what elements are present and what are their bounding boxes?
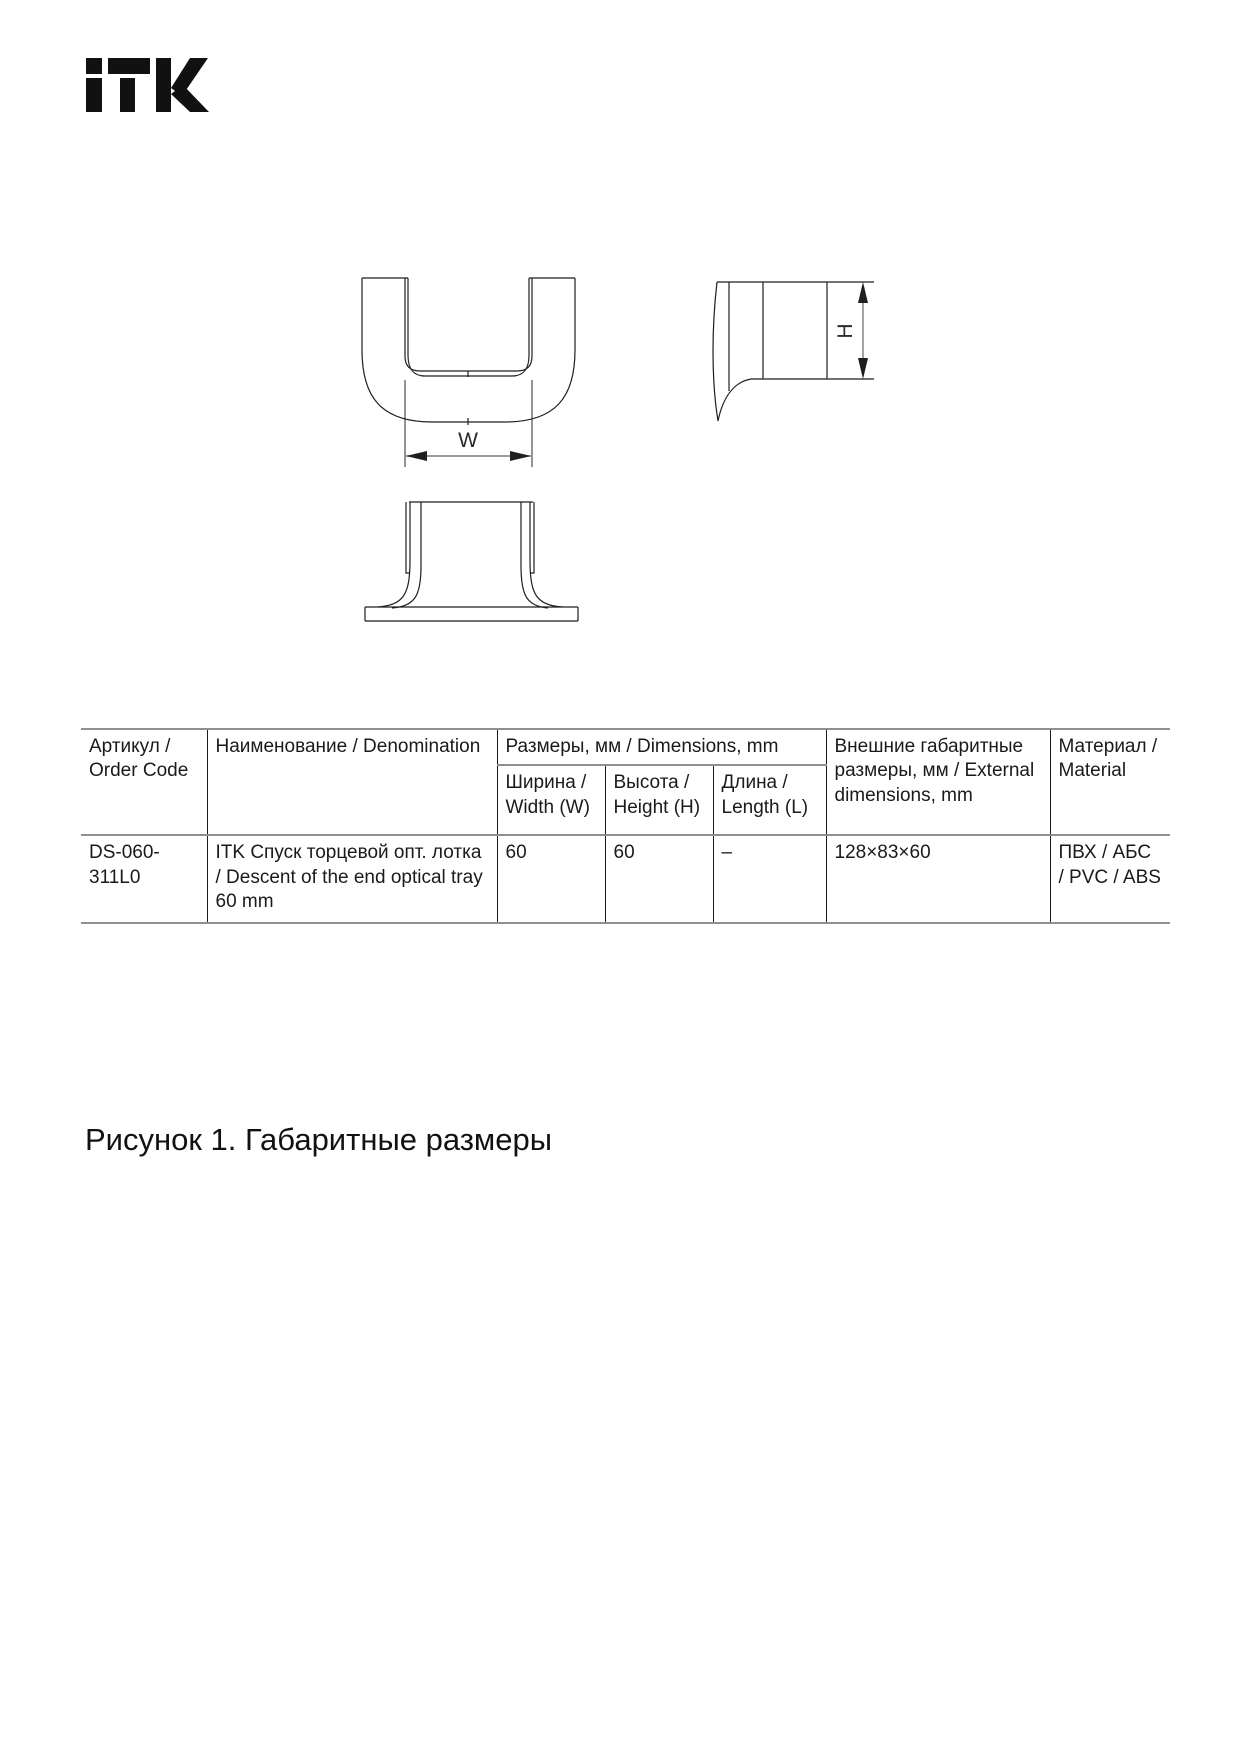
itk-logo-glyphs <box>86 58 209 112</box>
width-dimension <box>405 380 532 467</box>
height-dimension-label: H <box>834 323 857 339</box>
column-header-height: Высота / Height (H) <box>605 765 713 835</box>
cell-denomination: ITK Спуск торцевой опт. лотка / Descent of the end optical tray 60 mm <box>207 835 497 923</box>
column-header-order-code: Артикул / Order Code <box>89 736 189 782</box>
table-row <box>81 835 1170 923</box>
column-header-width: Ширина / Width (W) <box>497 765 605 835</box>
column-header-dimensions-group: Размеры, мм / Dimensions, mm <box>497 729 826 765</box>
column-header-material: Материал / Material <box>1050 729 1170 835</box>
cell-height: 60 <box>605 835 713 923</box>
itk-logo <box>86 57 211 113</box>
cell-order-code: DS-060-311L0 <box>81 835 207 923</box>
cell-material: ПВХ / АБС / PVC / ABS <box>1050 835 1170 923</box>
figure-caption: Рисунок 1. Габаритные размеры <box>85 1122 552 1157</box>
flare-view <box>365 502 578 621</box>
width-dimension-label: W <box>458 429 478 452</box>
side-view <box>713 282 874 421</box>
column-header-external-dimensions: Внешние габаритные размеры, мм / External dimensions, mm <box>826 729 1050 835</box>
column-header-length: Длина / Length (L) <box>713 765 826 835</box>
cell-width: 60 <box>497 835 605 923</box>
plan-view <box>362 278 575 425</box>
cell-length: – <box>713 835 826 923</box>
column-header-denomination: Наименование / Denomination <box>207 729 497 835</box>
cell-external-dimensions: 128×83×60 <box>826 835 1050 923</box>
height-dimension <box>834 282 868 379</box>
spec-table <box>81 728 1170 924</box>
